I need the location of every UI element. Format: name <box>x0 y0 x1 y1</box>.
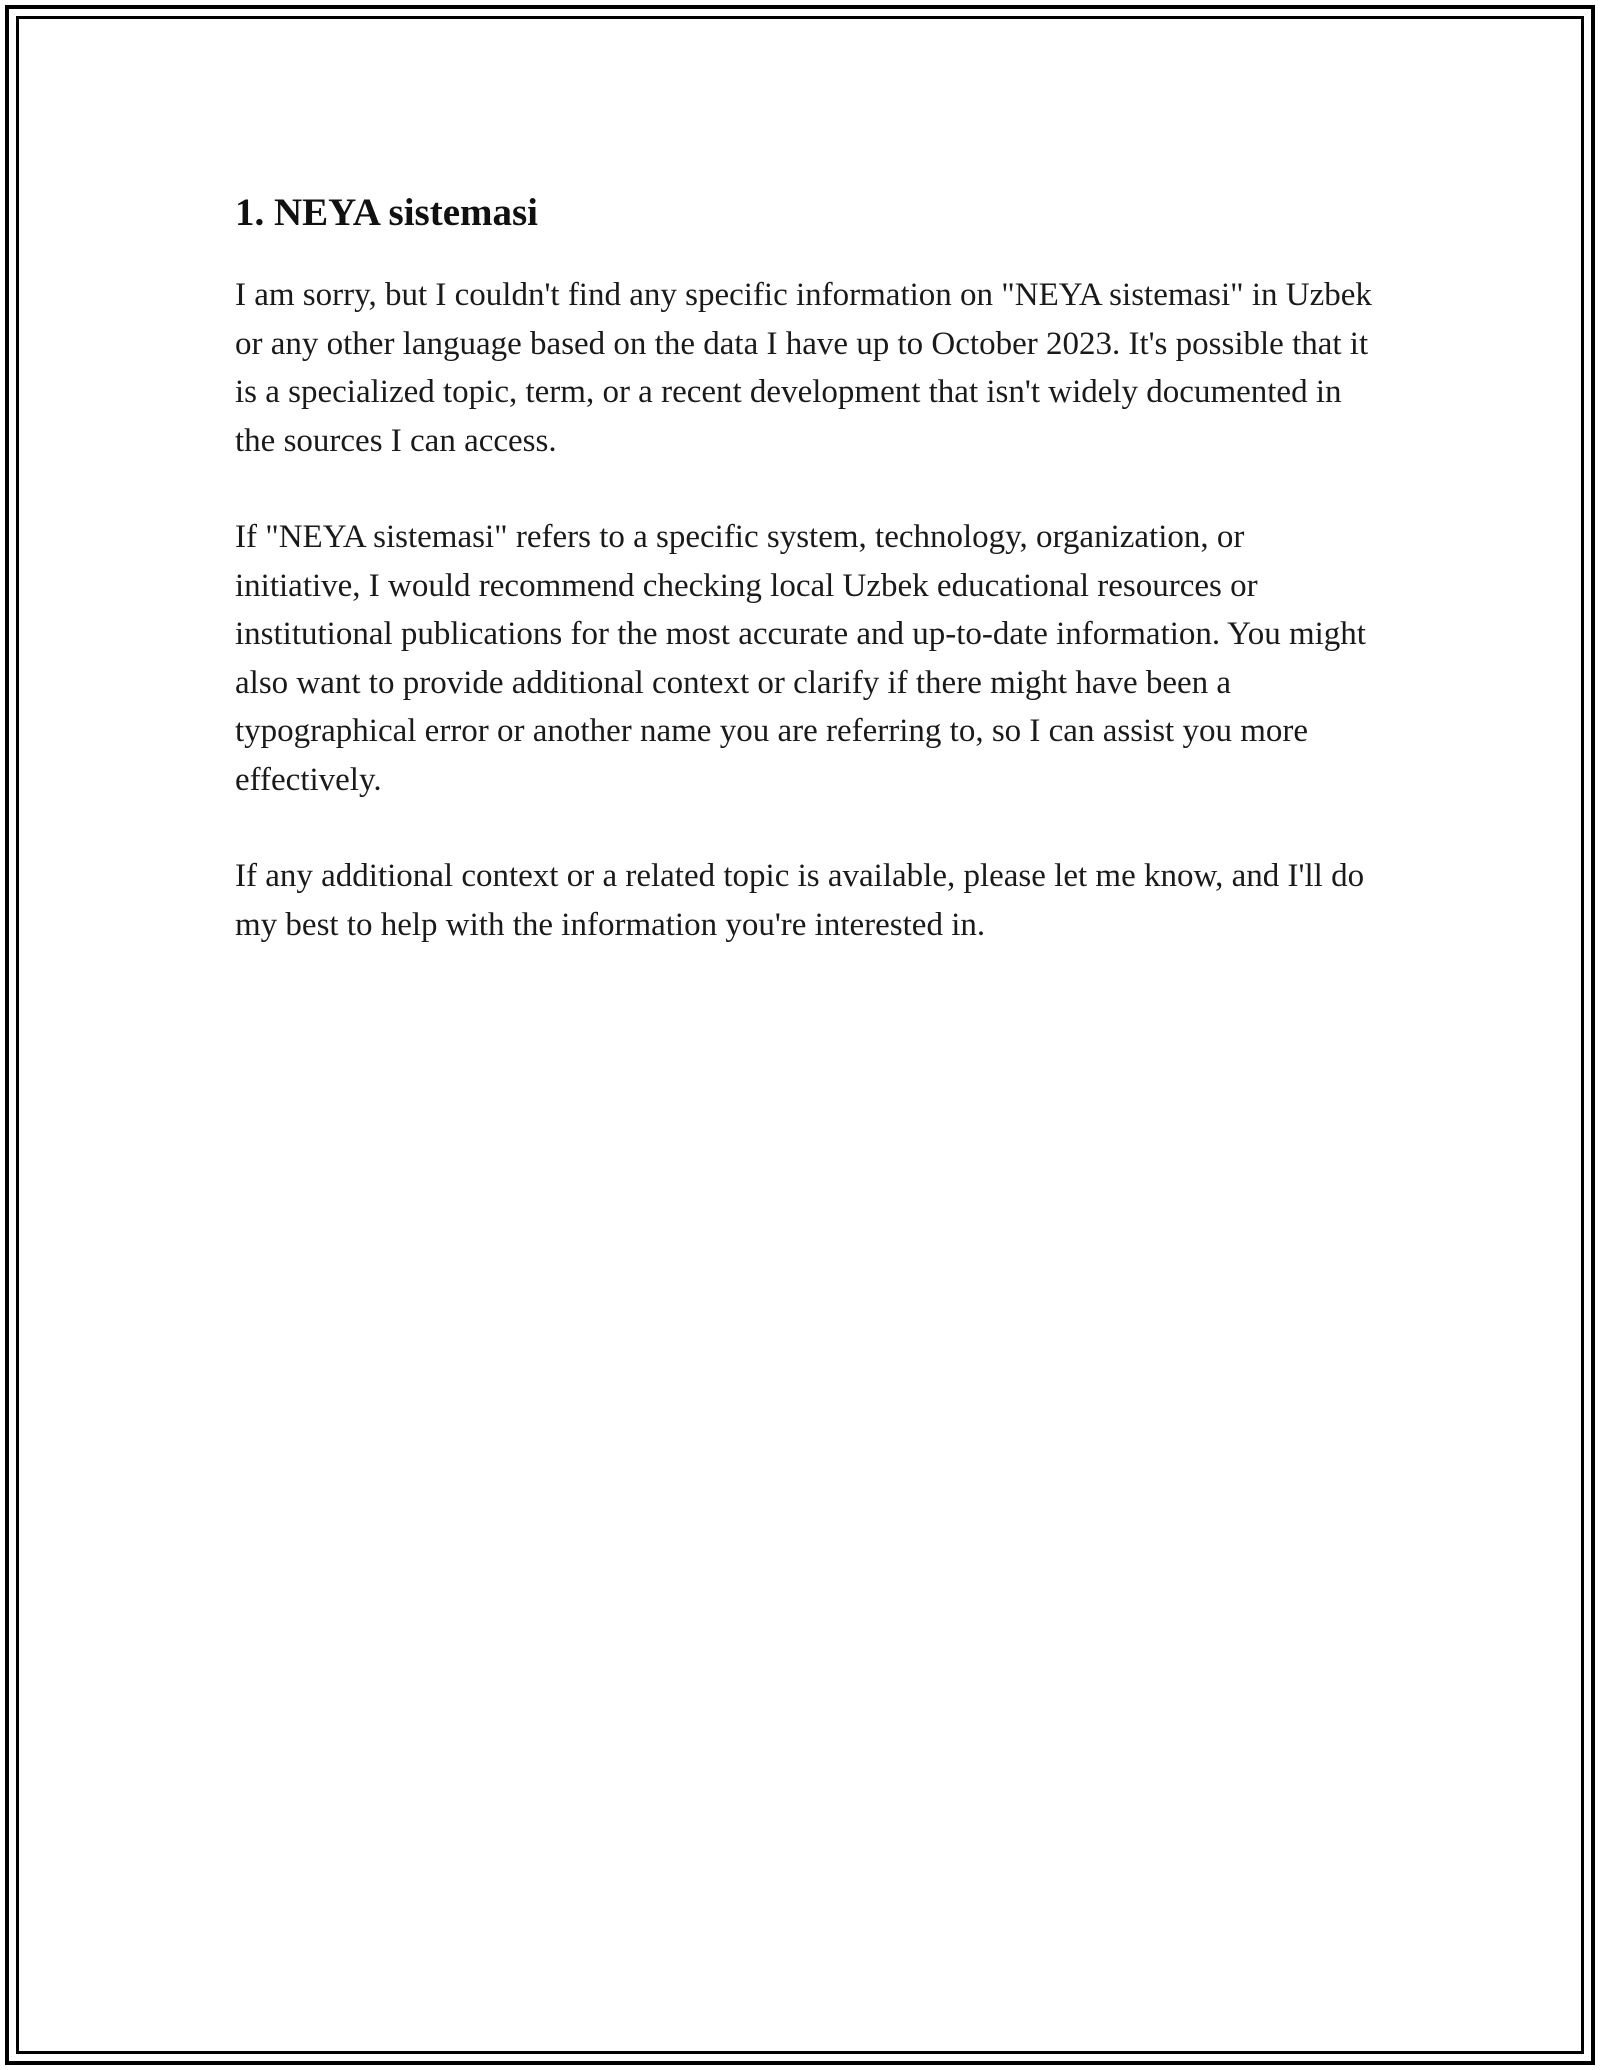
paragraph-apology: I am sorry, but I couldn't find any specific information on "NEYA sistemasi" in Uzbek or any other language based on the data I have up to October 2023. It's possible that it is a specialized topic, term, or a recent development that isn't widely documented in the sources I can access. <box>235 277 1372 459</box>
paragraph-closing: If any additional context or a related topic is available, please let me know, and I'll do my best to help with the information you're interested in. <box>235 858 1365 943</box>
section-heading: 1. NEYA sistemasi <box>235 191 539 234</box>
paragraph-recommendation: If "NEYA sistemasi" refers to a specific system, technology, organization, or initiative, I would recommend checking local Uzbek educational resources or institutional publications for the most accurate and up-to-date information. You might also want to provide additional context or clarify if there might have been a typographical error or another name you are referring to, so I can assist you more effectively. <box>235 519 1366 798</box>
document-body <box>235 185 1375 997</box>
